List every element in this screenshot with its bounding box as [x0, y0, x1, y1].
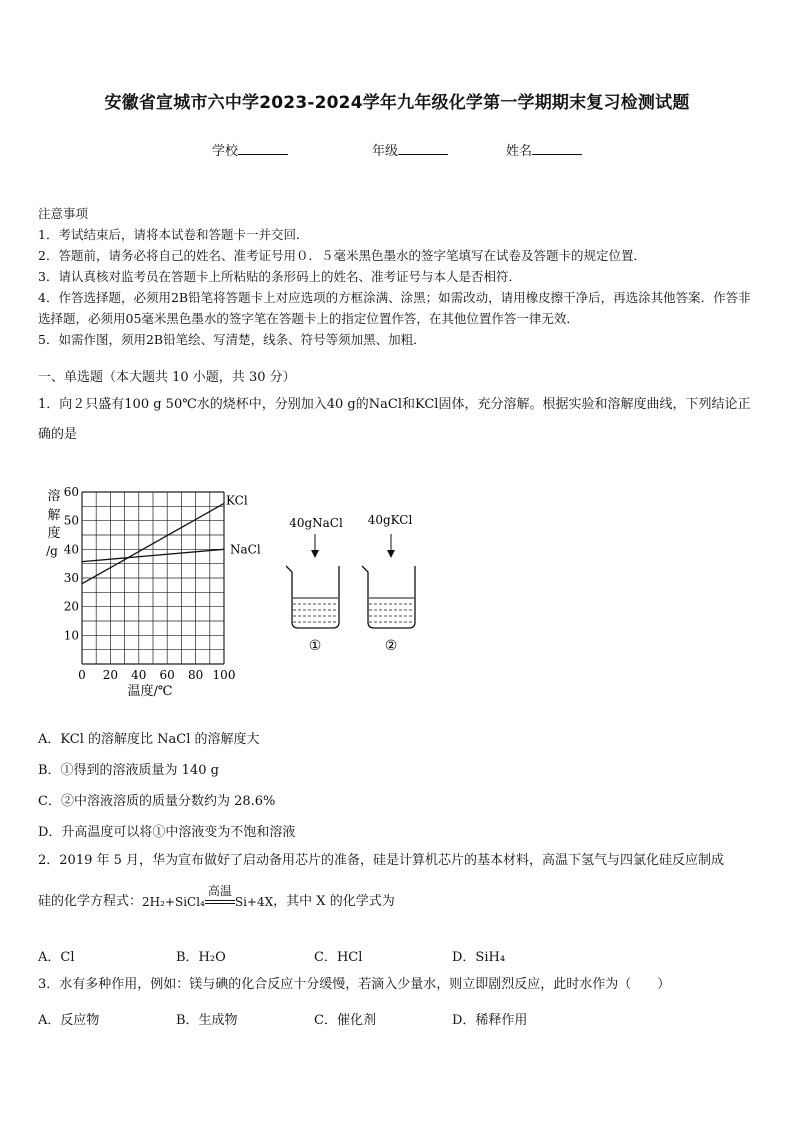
q3-option-d[interactable]: D．稀释作用 — [452, 1013, 528, 1028]
x-tick-label: 100 — [212, 668, 236, 682]
q3-option-a[interactable]: A．反应物 — [38, 1013, 100, 1028]
grade-label: 年级 — [372, 144, 399, 159]
question-1-stem: 1．向２只盛有100 g 50℃水的烧杯中，分别加入40 g的NaCl和KCl固体，充分溶解。根据实验和溶解度曲线，下列结论正确的是 — [38, 397, 751, 442]
chart-ylabel — [46, 488, 60, 558]
beaker-1-number: ① — [308, 638, 322, 654]
question-2-line-2 — [38, 884, 395, 909]
series-label-nacl: NaCl — [230, 542, 261, 557]
ylabel-char-4: /g — [46, 544, 58, 558]
q2-option-b[interactable]: B．H₂O — [176, 950, 226, 965]
x-tick-label: 0 — [78, 668, 86, 682]
q2-option-c[interactable]: C．HCl — [314, 950, 363, 965]
q2-equals-line-1 — [205, 900, 235, 901]
question-3-stem: 3．水有多种作用，例如：镁与碘的化合反应十分缓慢，若滴入少量水，则立即剧烈反应，此时水作为（ ） — [38, 977, 671, 992]
beaker-2-number: ② — [384, 638, 398, 654]
x-tick-label: 60 — [159, 668, 175, 682]
q2-stem-prefix: 硅的化学方程式： — [38, 894, 143, 909]
q2-option-d[interactable]: D．SiH₄ — [452, 950, 506, 965]
beaker-2 — [362, 513, 415, 654]
beaker-1-arrowhead — [311, 550, 319, 558]
q2-equation-arrow — [205, 884, 235, 909]
ylabel-char-2: 解 — [47, 508, 61, 523]
name-field[interactable] — [506, 140, 582, 159]
page-title: 安徽省宣城市六中学2023-2024学年九年级化学第一学期期末复习检测试题 — [104, 93, 690, 113]
beaker-2-arrowhead — [387, 550, 395, 558]
section-heading: 一、单选题（本大题共 10 小题，共 30 分） — [38, 370, 296, 385]
notice-item-1: 1．考试结束后，请将本试卷和答题卡一并交回． — [38, 227, 309, 242]
name-blank[interactable] — [532, 142, 582, 155]
y-tick-label: 60 — [63, 485, 79, 499]
q2-equals-line-2 — [205, 903, 235, 904]
beaker-diagram — [280, 505, 430, 655]
notice-heading: 注意事项 — [38, 206, 89, 221]
school-label: 学校 — [212, 144, 239, 159]
notice-item-3: 3．请认真核对监考员在答题卡上所粘贴的条形码上的姓名、准考证号与本人是否相符． — [38, 269, 521, 284]
series-label-kcl: KCl — [226, 493, 248, 508]
y-tick-label: 10 — [63, 628, 79, 643]
grade-field[interactable] — [372, 140, 448, 159]
school-blank[interactable] — [238, 142, 288, 155]
y-tick-label: 40 — [63, 542, 79, 557]
notice-item-2: 2．答题前，请务必将自己的姓名、准考证号用０．５毫米黑色墨水的签字笔填写在试卷及答题卡的规定位置． — [38, 248, 646, 263]
q1-option-b[interactable]: B．①得到的溶液质量为 140 g — [38, 763, 219, 778]
solubility-chart — [38, 480, 278, 702]
y-tick-label: 50 — [63, 513, 79, 528]
q2-stem-suffix: ，其中 X 的化学式为 — [273, 894, 395, 909]
q1-option-a[interactable]: A．KCl 的溶解度比 NaCl 的溶解度大 — [38, 732, 260, 747]
q3-option-b[interactable]: B．生成物 — [176, 1013, 238, 1028]
q2-option-a[interactable]: A．Cl — [38, 950, 75, 965]
notice-item-4: 4．作答选择题，必须用2B铅笔将答题卡上对应选项的方框涂满、涂黑；如需改动，请用橡皮擦干净后，再选涂其他答案．作答非选择题，必须用05毫米黑色墨水的签字笔在答题卡上的指定位置作答，在其他位置作答一律无效． — [38, 290, 751, 326]
beaker-1-label: 40gNaCl — [289, 516, 343, 530]
y-tick-label: 20 — [63, 599, 79, 614]
x-tick-label: 40 — [131, 668, 147, 682]
q1-option-c[interactable]: C．②中溶液溶质的质量分数约为 28.6% — [38, 794, 276, 809]
question-2-line-1: 2．2019 年 5 月，华为宣布做好了启动备用芯片的准备，硅是计算机芯片的基本材料，高温下氢气与四氯化硅反应制成 — [38, 853, 725, 868]
ylabel-char-1: 溶 — [47, 489, 61, 504]
beaker-1-outline — [286, 566, 339, 628]
q3-option-c[interactable]: C．催化剂 — [314, 1013, 376, 1028]
x-tick-label: 20 — [102, 668, 119, 682]
name-label: 姓名 — [506, 144, 533, 159]
notice-item-5: 5．如需作图，须用2B铅笔绘、写清楚，线条、符号等须加黑、加粗． — [38, 332, 426, 347]
q2-equation-left: 2H₂+SiCl₄ — [142, 895, 205, 909]
x-tick-label: 80 — [187, 668, 204, 682]
y-tick-label: 30 — [63, 571, 79, 585]
q1-option-d[interactable]: D．升高温度可以将①中溶液变为不饱和溶液 — [38, 825, 296, 840]
notice-block — [38, 203, 760, 350]
chart-grid — [82, 492, 224, 664]
ylabel-char-3: 度 — [47, 526, 61, 541]
q2-equation-right: Si+4X — [234, 895, 274, 909]
chart-xlabel: 温度/℃ — [127, 684, 173, 699]
beaker-1 — [286, 516, 343, 654]
beaker-2-label: 40gKCl — [367, 513, 413, 527]
q2-condition: 高温 — [207, 884, 232, 898]
beaker-2-outline — [362, 566, 415, 628]
school-field[interactable] — [212, 140, 288, 159]
grade-blank[interactable] — [398, 142, 448, 155]
